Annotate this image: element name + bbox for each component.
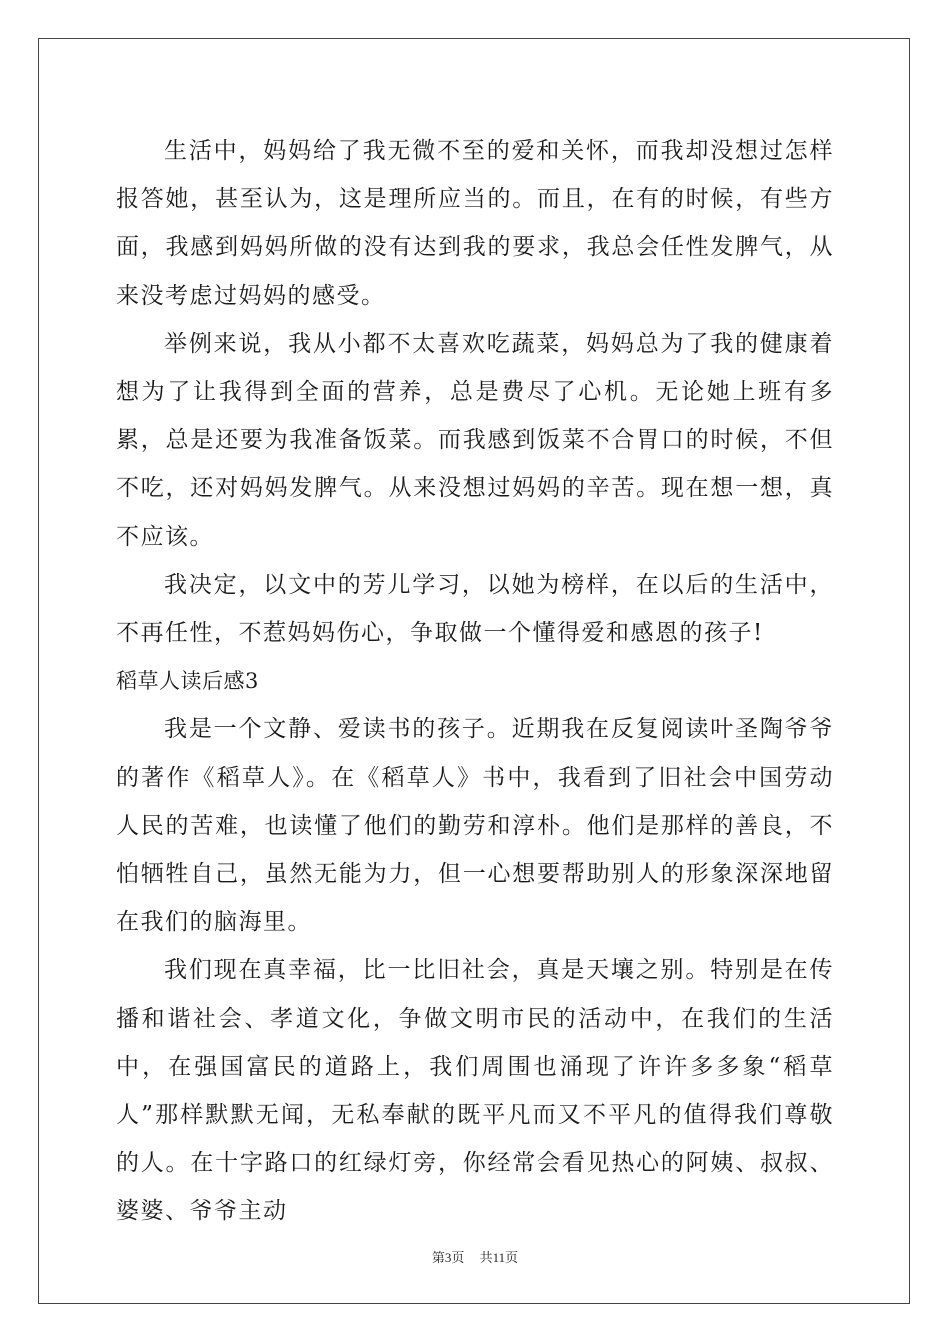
paragraph-4: 我是一个文静、爱读书的孩子。近期我在反复阅读叶圣陶爷爷的著作《稻草人》。在《稻草人》书中，我看到了旧社会中国劳动人民的苦难，也读懂了他们的勤劳和淳朴。他们是那样的善良，不怕牺牲自己，虽然无能为力，但一心想要帮助别人的形象深深地留在我们的脑海里。 xyxy=(116,716,834,936)
page-number: 第3页 xyxy=(431,1250,465,1265)
document-body xyxy=(116,127,834,1236)
paragraph-2: 举例来说，我从小都不太喜欢吃蔬菜，妈妈总为了我的健康着想为了让我得到全面的营养，总是费尽了心机。无论她上班有多累，总是还要为我准备饭菜。而我感到饭菜不合胃口的时候，不但不吃，还对妈妈发脾气。从来没想过妈妈的辛苦。现在想一想，真不应该。 xyxy=(116,330,834,550)
paragraph-5: 我们现在真幸福，比一比旧社会，真是天壤之别。特别是在传播和谐社会、孝道文化，争做文明市民的活动中，在我们的生活中，在强国富民的道路上，我们周围也涌现了许许多多象“稻草人”那样默默无闻，无私奉献的既平凡而又不平凡的值得我们尊敬的人。在十字路口的红绿灯旁，你经常会看见热心的阿姨、叔叔、婆婆、爷爷主动 xyxy=(116,957,834,1225)
section-heading: 稻草人读后感3 xyxy=(116,669,259,694)
page-total: 共11页 xyxy=(479,1250,519,1265)
paragraph-3: 我决定，以文中的芳儿学习，以她为榜样，在以后的生活中，不再任性，不惹妈妈伤心，争取做一个懂得爱和感恩的孩子! xyxy=(116,571,834,647)
page-footer xyxy=(0,1247,950,1266)
paragraph-1: 生活中，妈妈给了我无微不至的爱和关怀，而我却没想过怎样报答她，甚至认为，这是理所应当的。而且，在有的时候，有些方面，我感到妈妈所做的没有达到我的要求，我总会任性发脾气，从来没考虑过妈妈的感受。 xyxy=(116,138,834,309)
